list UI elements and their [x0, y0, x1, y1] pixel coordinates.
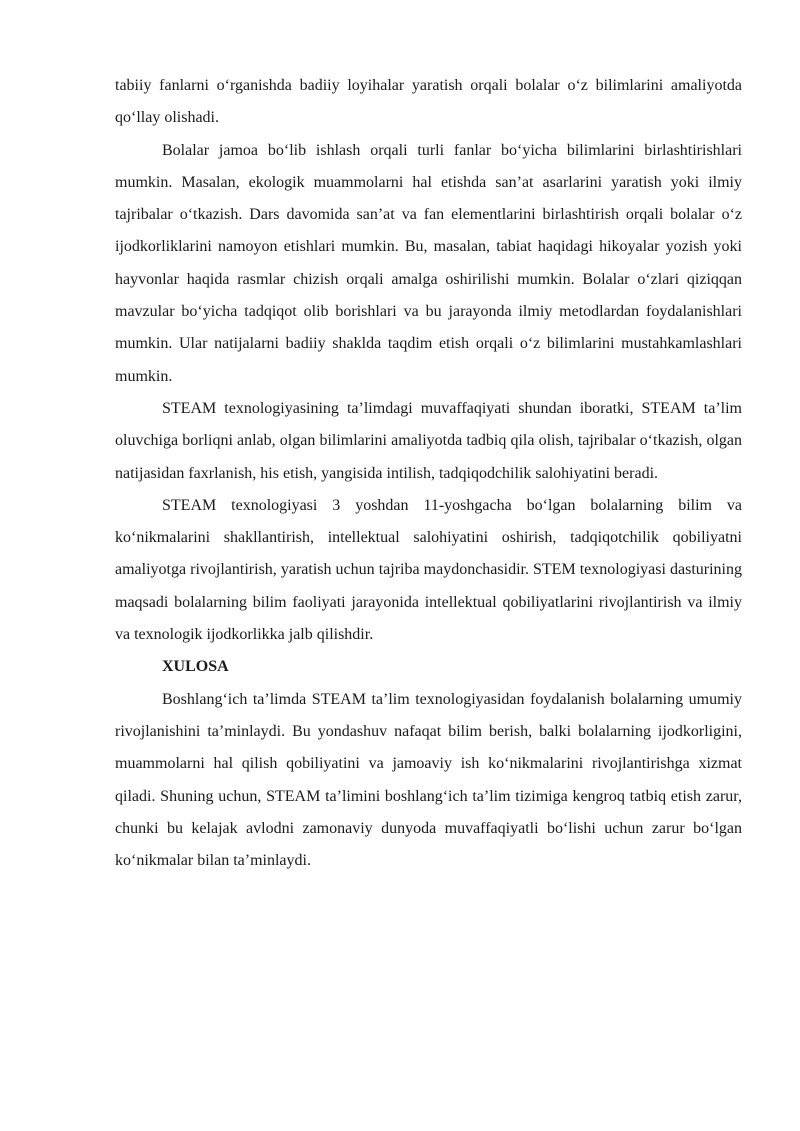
paragraph-continuation: tabiiy fanlarni o‘rganishda badiiy loyihalar yaratish orqali bolalar o‘z bilimlarini amaliyotda qo‘llay olishadi.	[115, 77, 742, 127]
section-heading: XULOSA	[162, 658, 229, 676]
paragraph-teamwork: Bolalar jamoa bo‘lib ishlash orqali turli fanlar bo‘yicha bilimlarini birlashtirishlari mumkin. Masalan, ekologik muammolarni hal etishda san’at asarlarini yaratish yoki ilmiy tajribalar o‘tkazish. Dars davomida san’at va fan elementlarini birlashtirish orqali bolalar o‘z ijodkorliklarini namoyon etishlari mumkin. Bu, masalan, tabiat haqidagi hikoyalar yozish yoki hayvonlar haqida rasmlar chizish orqali amalga oshirilishi mumkin. Bolalar o‘zlari qiziqqan mavzular bo‘yicha tadqiqot olib borishlari va bu jarayonda ilmiy metodlardan foydalanishlari mumkin. Ular natijalarni badiiy shaklda taqdim etish orqali o‘z bilimlarini mustahkamlashlari mumkin.	[115, 141, 742, 385]
document-page	[115, 70, 742, 877]
paragraph-steam-success: STEAM texnologiyasining ta’limdagi muvaffaqiyati shundan iboratki, STEAM ta’lim oluvchiga borliqni anlab, olgan bilimlarini amaliyotda tadbiq qila olish, tajribalar o‘tkazish, olgan natijasidan faxrlanish, his etish, yangisida intilish, tadqiqodchilik salohiyatini beradi.	[115, 399, 742, 482]
paragraph-conclusion: Boshlang‘ich ta’limda STEAM ta’lim texnologiyasidan foydalanish bolalarning umumiy rivojlanishini ta’minlaydi. Bu yondashuv nafaqat bilim berish, balki bolalarning ijodkorligini, muammolarni hal qilish qobiliyatini va jamoaviy ish ko‘nikmalarini rivojlantirishga xizmat qiladi. Shuning uchun, STEAM ta’limini boshlang‘ich ta’lim tizimiga kengroq tatbiq etish zarur, chunki bu kelajak avlodni zamonaviy dunyoda muvaffaqiyatli bo‘lishi uchun zarur bo‘lgan ko‘nikmalar bilan ta’minlaydi.	[115, 690, 742, 870]
paragraph-steam-age: STEAM texnologiyasi 3 yoshdan 11-yoshgacha bo‘lgan bolalarning bilim va ko‘nikmalarini shakllantirish, intellektual salohiyatini oshirish, tadqiqotchilik qobiliyatni amaliyotga rivojlantirish, yaratish uchun tajriba maydonchasidir. STEM texnologiyasi dasturining maqsadi bolalarning bilim faoliyati jarayonida intellektual qobiliyatlarini rivojlantirish va ilmiy va texnologik ijodkorlikka jalb qilishdir.	[115, 496, 742, 644]
